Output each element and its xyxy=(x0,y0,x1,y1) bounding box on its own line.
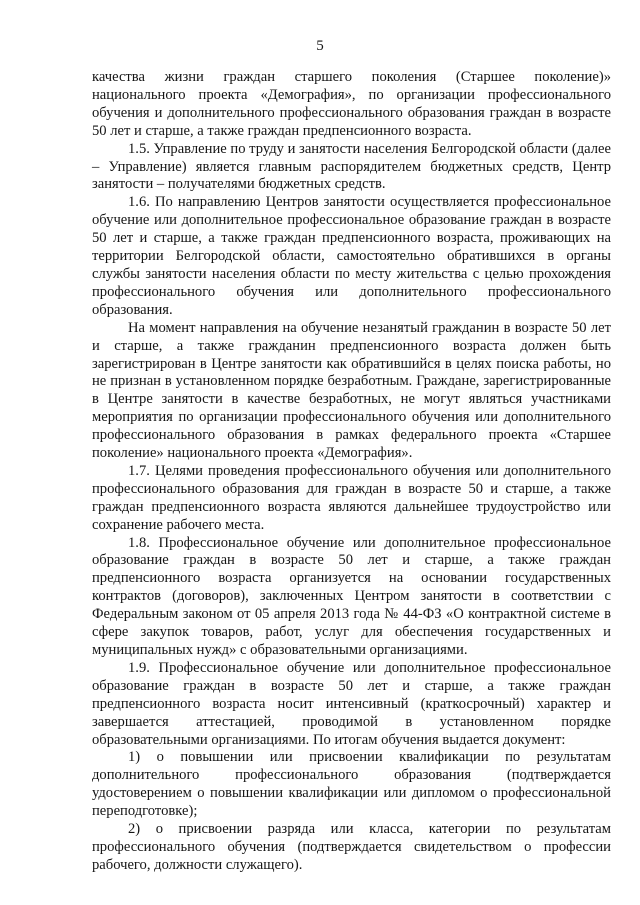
paragraph-1-6: 1.6. По направлению Центров занятости осуществляется профессиональное обучение или дополнительное профессиональное образование граждан в возрасте 50 лет и старше, а также граждан предпенсионного возраста, проживающих на территории Белгородской области, самостоятельно обратившихся в органы службы занятости населения области по месту жительства с целью прохождения профессионального обучения или дополнительного профессионального образования. xyxy=(92,194,611,318)
list-item-2: 2) о присвоении разряда или класса, категории по результатам профессионального обучения (подтверждается свидетельством о профессии рабочего, должности служащего). xyxy=(92,821,611,873)
list-item-1: 1) о повышении или присвоении квалификации по результатам дополнительного профессионального образования (подтверждается удостоверением о повышении квалификации или дипломом о профессиональной переподготовке); xyxy=(92,749,611,820)
page-number: 5 xyxy=(316,38,324,54)
paragraph-continuation: качества жизни граждан старшего поколения (Старшее поколение)» национального проекта «Демография», по организации профессионального обучения и дополнительного профессионального образования граждан в возрасте 50 лет и старше, а также граждан предпенсионного возраста. xyxy=(92,69,611,139)
paragraph-1-6-note: На момент направления на обучение незанятый гражданин в возрасте 50 лет и старше, а также гражданин предпенсионного возраста должен быть зарегистрирован в Центре занятости как обратившийся в целях поиска работы, но не признан в установленном порядке безработным. Граждане, зарегистрированные в Центре занятости в качестве безработных, не могут являться участниками мероприятия по организации профессионального обучения или дополнительного профессионального образования в рамках федерального проекта «Старшее поколение» национального проекта «Демография». xyxy=(92,319,611,462)
paragraph-1-5: 1.5. Управление по труду и занятости населения Белгородской области (далее – Управление) является главным распорядителем бюджетных средств, Центр занятости – получателями бюджетных средств. xyxy=(92,140,611,193)
paragraph-1-8: 1.8. Профессиональное обучение или дополнительное профессиональное образование граждан в возрасте 50 лет и старше, а также граждан предпенсионного возраста организуется на основании государственных контрактов (договоров), заключенных Центром занятости в соответствии с Федеральным законом от 05 апреля 2013 года № 44-ФЗ «О контрактной системе в сфере закупок товаров, работ, услуг для обеспечения государственных и муниципальных нужд» с образовательными организациями. xyxy=(92,534,611,658)
document-body xyxy=(92,69,611,875)
paragraph-1-9: 1.9. Профессиональное обучение или дополнительное профессиональное образование граждан в возрасте 50 лет и старше, а также граждан предпенсионного возраста носит интенсивный (краткосрочный) характер и завершается аттестацией, проводимой в установленном порядке образовательными организациями. По итогам обучения выдается документ: xyxy=(92,659,611,748)
paragraph-1-7: 1.7. Целями проведения профессионального обучения или дополнительного профессионального образования для граждан в возрасте 50 и старше, а также граждан предпенсионного возраста являются дальнейшее трудоустройство или сохранение рабочего места. xyxy=(92,462,611,533)
